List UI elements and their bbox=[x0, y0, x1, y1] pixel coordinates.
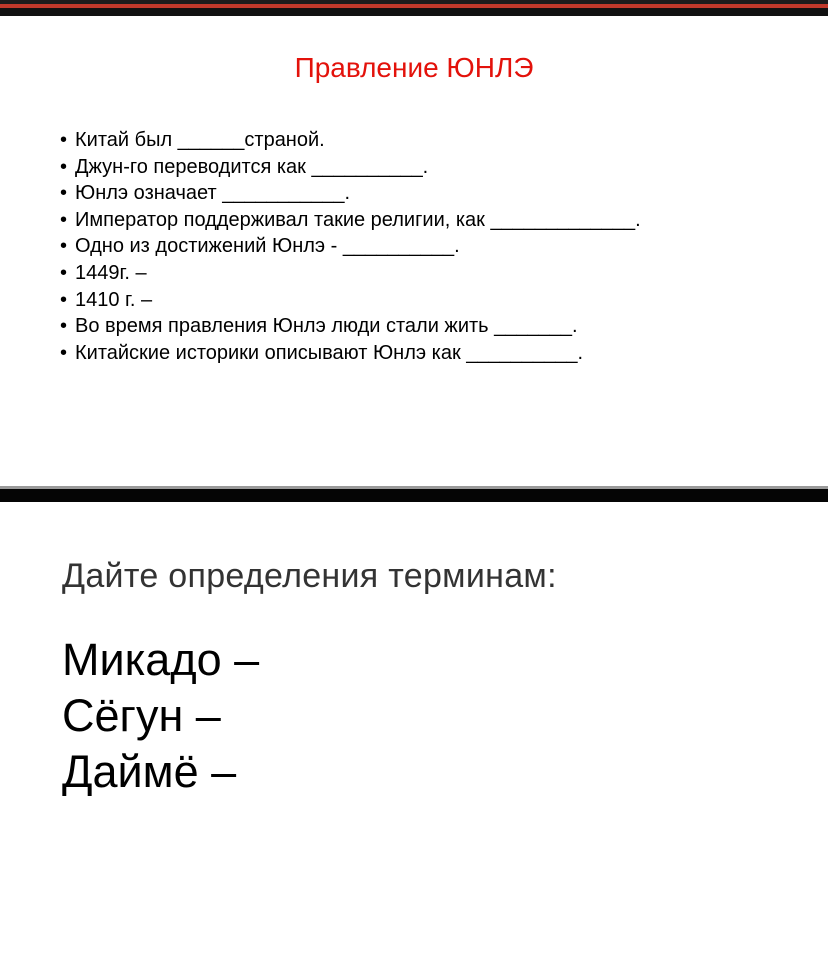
bullet-icon: • bbox=[60, 129, 68, 151]
bullet-icon: • bbox=[60, 315, 68, 338]
list-item bbox=[60, 127, 641, 154]
bullet-icon: • bbox=[60, 155, 68, 178]
bullet-icon: • bbox=[60, 182, 68, 205]
terms-list bbox=[62, 632, 259, 800]
list-item bbox=[60, 180, 641, 207]
slide-title: Правление ЮНЛЭ bbox=[294, 52, 534, 83]
term-item: Сёгун – bbox=[62, 690, 221, 741]
list-item-text: Во время правления Юнлэ люди стали жить _______. bbox=[75, 315, 578, 338]
border-band-black bbox=[0, 8, 828, 16]
slide-top-border bbox=[0, 0, 828, 16]
list-item bbox=[60, 340, 641, 367]
list-item bbox=[60, 260, 641, 287]
bullet-icon: • bbox=[60, 235, 68, 258]
list-item-text: 1449г. – bbox=[75, 261, 147, 284]
bullet-icon: • bbox=[60, 341, 68, 364]
question-list bbox=[60, 127, 641, 366]
term-item: Даймё – bbox=[62, 746, 237, 797]
bullet-icon: • bbox=[60, 261, 68, 284]
bullet-icon: • bbox=[60, 288, 68, 311]
list-item bbox=[60, 287, 641, 314]
list-item bbox=[60, 313, 641, 340]
slide2-heading: Дайте определения терминам: bbox=[62, 557, 557, 595]
list-item-text: Юнлэ означает ___________. bbox=[75, 182, 351, 205]
list-item-text: Джун-го переводится как __________. bbox=[75, 155, 429, 178]
list-item-text: Китайские историки описывают Юнлэ как __________. bbox=[75, 341, 584, 364]
list-item bbox=[60, 207, 641, 234]
list-item-text: Император поддерживал такие религии, как _____________. bbox=[75, 208, 641, 231]
list-item-text: 1410 г. – bbox=[75, 288, 153, 311]
list-item bbox=[60, 233, 641, 260]
slide-divider bbox=[0, 486, 828, 502]
divider-black-band bbox=[0, 489, 828, 502]
list-item bbox=[60, 154, 641, 181]
list-item-text: Китай был ______страной. bbox=[75, 129, 325, 151]
bullet-icon: • bbox=[60, 208, 68, 231]
list-item-text: Одно из достижений Юнлэ - __________. bbox=[75, 235, 460, 258]
term-item: Микадо – bbox=[62, 634, 260, 685]
